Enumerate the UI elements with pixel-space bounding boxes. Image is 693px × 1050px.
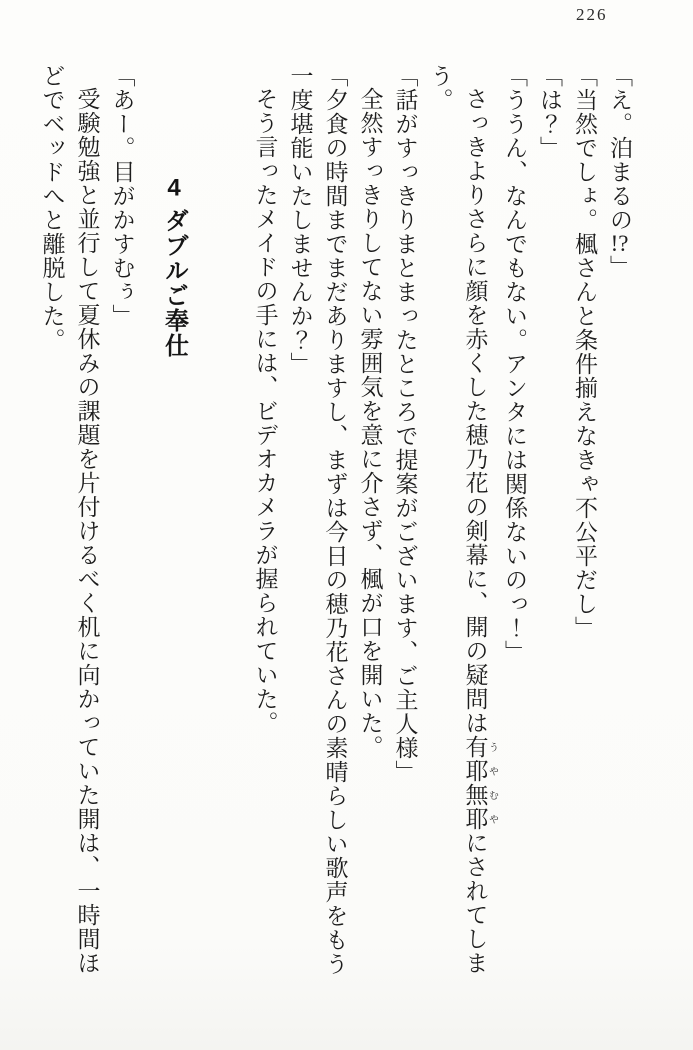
text-column-2: 「当然でしょ。楓さんと条件揃えなきゃ不公平だし」 (572, 64, 597, 640)
text-column-5: さっきよりさらに顔を赤くした穂乃花の剣幕に、開の疑問は有耶無耶 うやむやにされてしま (462, 87, 498, 975)
horizontal-in-vertical-text: !? (610, 232, 629, 255)
text-column-7: 「話がすっきりまとまったところで提案がございます、ご主人様」 (392, 64, 418, 784)
section-heading: 4 ダブルご奉仕 (160, 176, 188, 358)
text-column-13: 「あー。目がかすむぅ」 (109, 64, 135, 328)
text-column-8: 全然すっきりしてない雰囲気を意に介さず、楓が口を開いた。 (357, 87, 383, 759)
text-column-9: 「夕食の時間までまだありますし、まずは今日の穂乃花さんの素晴らしい歌声をもう (322, 64, 348, 976)
text-column-14: 受験勉強と並行して夏休みの課題を片付けるべく机に向かっていた開は、一時間ほ (74, 87, 100, 975)
text-column-4: 「ううん、なんでもない。アンタには関係ないのっ！」 (502, 64, 527, 664)
furigana-word: 有耶無耶 うやむや (462, 735, 498, 831)
text-column-11: そう言ったメイドの手には、ビデオカメラが握られていた。 (252, 87, 278, 735)
text-column-1: 「え。泊まるの!?」 (607, 64, 632, 279)
text-column-3: 「は？」 (537, 64, 562, 160)
text-column-10: 一度堪能いたしませんか？」 (287, 64, 313, 376)
text-column-6: う。 (427, 64, 453, 112)
page-number: 226 (576, 5, 608, 24)
text-columns (35, 64, 638, 1044)
horizontal-in-vertical-text: 4 (167, 176, 181, 200)
text-column-15: どでベッドへと離脱した。 (39, 64, 65, 352)
